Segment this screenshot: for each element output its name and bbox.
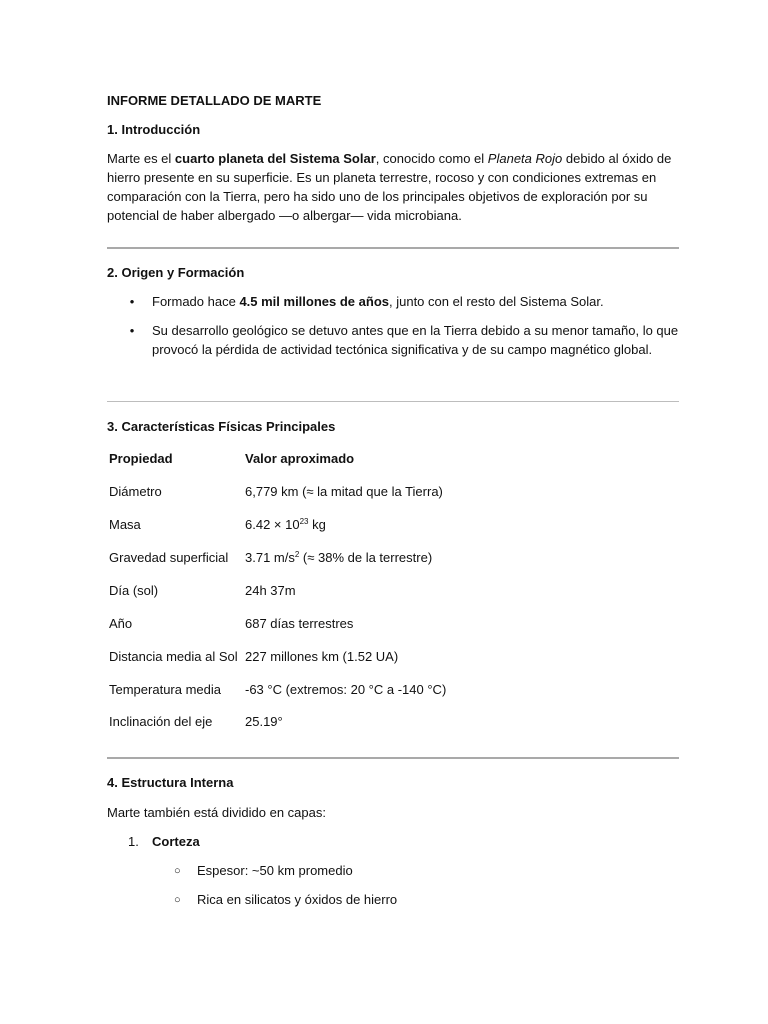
- table-cell-value: -63 °C (extremos: 20 °C a -140 °C): [245, 682, 447, 697]
- table-cell-property: Masa: [109, 517, 141, 532]
- table-cell-property: Inclinación del eje: [109, 714, 213, 729]
- section-heading-origen: 2. Origen y Formación: [107, 265, 245, 280]
- section-heading-introduccion: 1. Introducción: [107, 122, 201, 137]
- section-heading-caracteristicas: 3. Características Físicas Principales: [107, 419, 336, 434]
- sub-list-item: Rica en silicatos y óxidos de hierro: [197, 892, 398, 907]
- intro-paragraph: [107, 149, 681, 225]
- table-cell-property: Día (sol): [109, 583, 159, 598]
- bullet-icon: [128, 321, 136, 340]
- table-cell-value: [245, 548, 432, 567]
- circle-bullet-icon: [174, 891, 182, 910]
- list-item: Su desarrollo geológico se detuvo antes que en la Tierra debido a su menor tamaño, lo que provocó la pérdida de actividad tectónica significativa y de su campo magnético global.: [152, 323, 679, 357]
- sub-list-item: Espesor: ~50 km promedio: [197, 863, 353, 878]
- value-text: 3.71 m/s: [245, 550, 295, 565]
- value-text: 6.42 × 10: [245, 517, 300, 532]
- list-item-bold-text: 4.5 mil millones de años: [239, 294, 389, 309]
- circle-bullet-icon: [174, 862, 182, 881]
- table-cell-property: Año: [109, 616, 133, 631]
- table-header-propiedad: Propiedad: [109, 451, 173, 466]
- table-header-valor: Valor aproximado: [245, 451, 355, 466]
- list-item-text: Formado hace: [152, 294, 240, 309]
- list-item-text: , junto con el resto del Sistema Solar.: [389, 294, 604, 309]
- table-cell-property: Distancia media al Sol: [109, 649, 238, 664]
- horizontal-rule: [107, 757, 679, 759]
- table-cell-value: 227 millones km (1.52 UA): [245, 649, 399, 664]
- table-cell-value: 687 días terrestres: [245, 616, 354, 631]
- table-cell-value: 25.19°: [245, 714, 283, 729]
- list-number: 1.: [128, 834, 139, 849]
- intro-text: debido al óxido de hierro presente en su superficie. Es un planeta terrestre, rocoso y con condiciones extremas en comparación con la Tierra, pero ha sido uno de los principales objetivos de exploración por su potencial de haber albergado —o albergar— vida microbiana.: [107, 151, 672, 223]
- value-text: (≈ 38% de la terrestre): [299, 550, 433, 565]
- table-cell-value: [245, 515, 326, 534]
- exponent: 23: [299, 517, 309, 526]
- bullet-icon: [128, 292, 136, 311]
- table-cell-value: 24h 37m: [245, 583, 296, 598]
- table-cell-property: Temperatura media: [109, 682, 221, 697]
- section-heading-estructura: 4. Estructura Interna: [107, 775, 234, 790]
- document-title: INFORME DETALLADO DE MARTE: [107, 93, 322, 108]
- intro-bold-text: cuarto planeta del Sistema Solar: [174, 151, 376, 166]
- intro-italic-text: Planeta Rojo: [487, 151, 563, 166]
- table-cell-value: 6,779 km (≈ la mitad que la Tierra): [245, 484, 443, 499]
- intro-text: , conocido como el: [375, 151, 488, 166]
- list-item: [152, 292, 680, 311]
- horizontal-rule: [107, 401, 679, 402]
- horizontal-rule: [107, 247, 679, 249]
- table-cell-property: Gravedad superficial: [109, 550, 229, 565]
- structure-intro: Marte también está dividido en capas:: [107, 805, 326, 820]
- exponent: 2: [294, 550, 300, 559]
- intro-text: Marte es el: [107, 151, 175, 166]
- list-item-corteza: Corteza: [152, 834, 200, 849]
- table-cell-property: Diámetro: [109, 484, 162, 499]
- value-text: kg: [308, 517, 326, 532]
